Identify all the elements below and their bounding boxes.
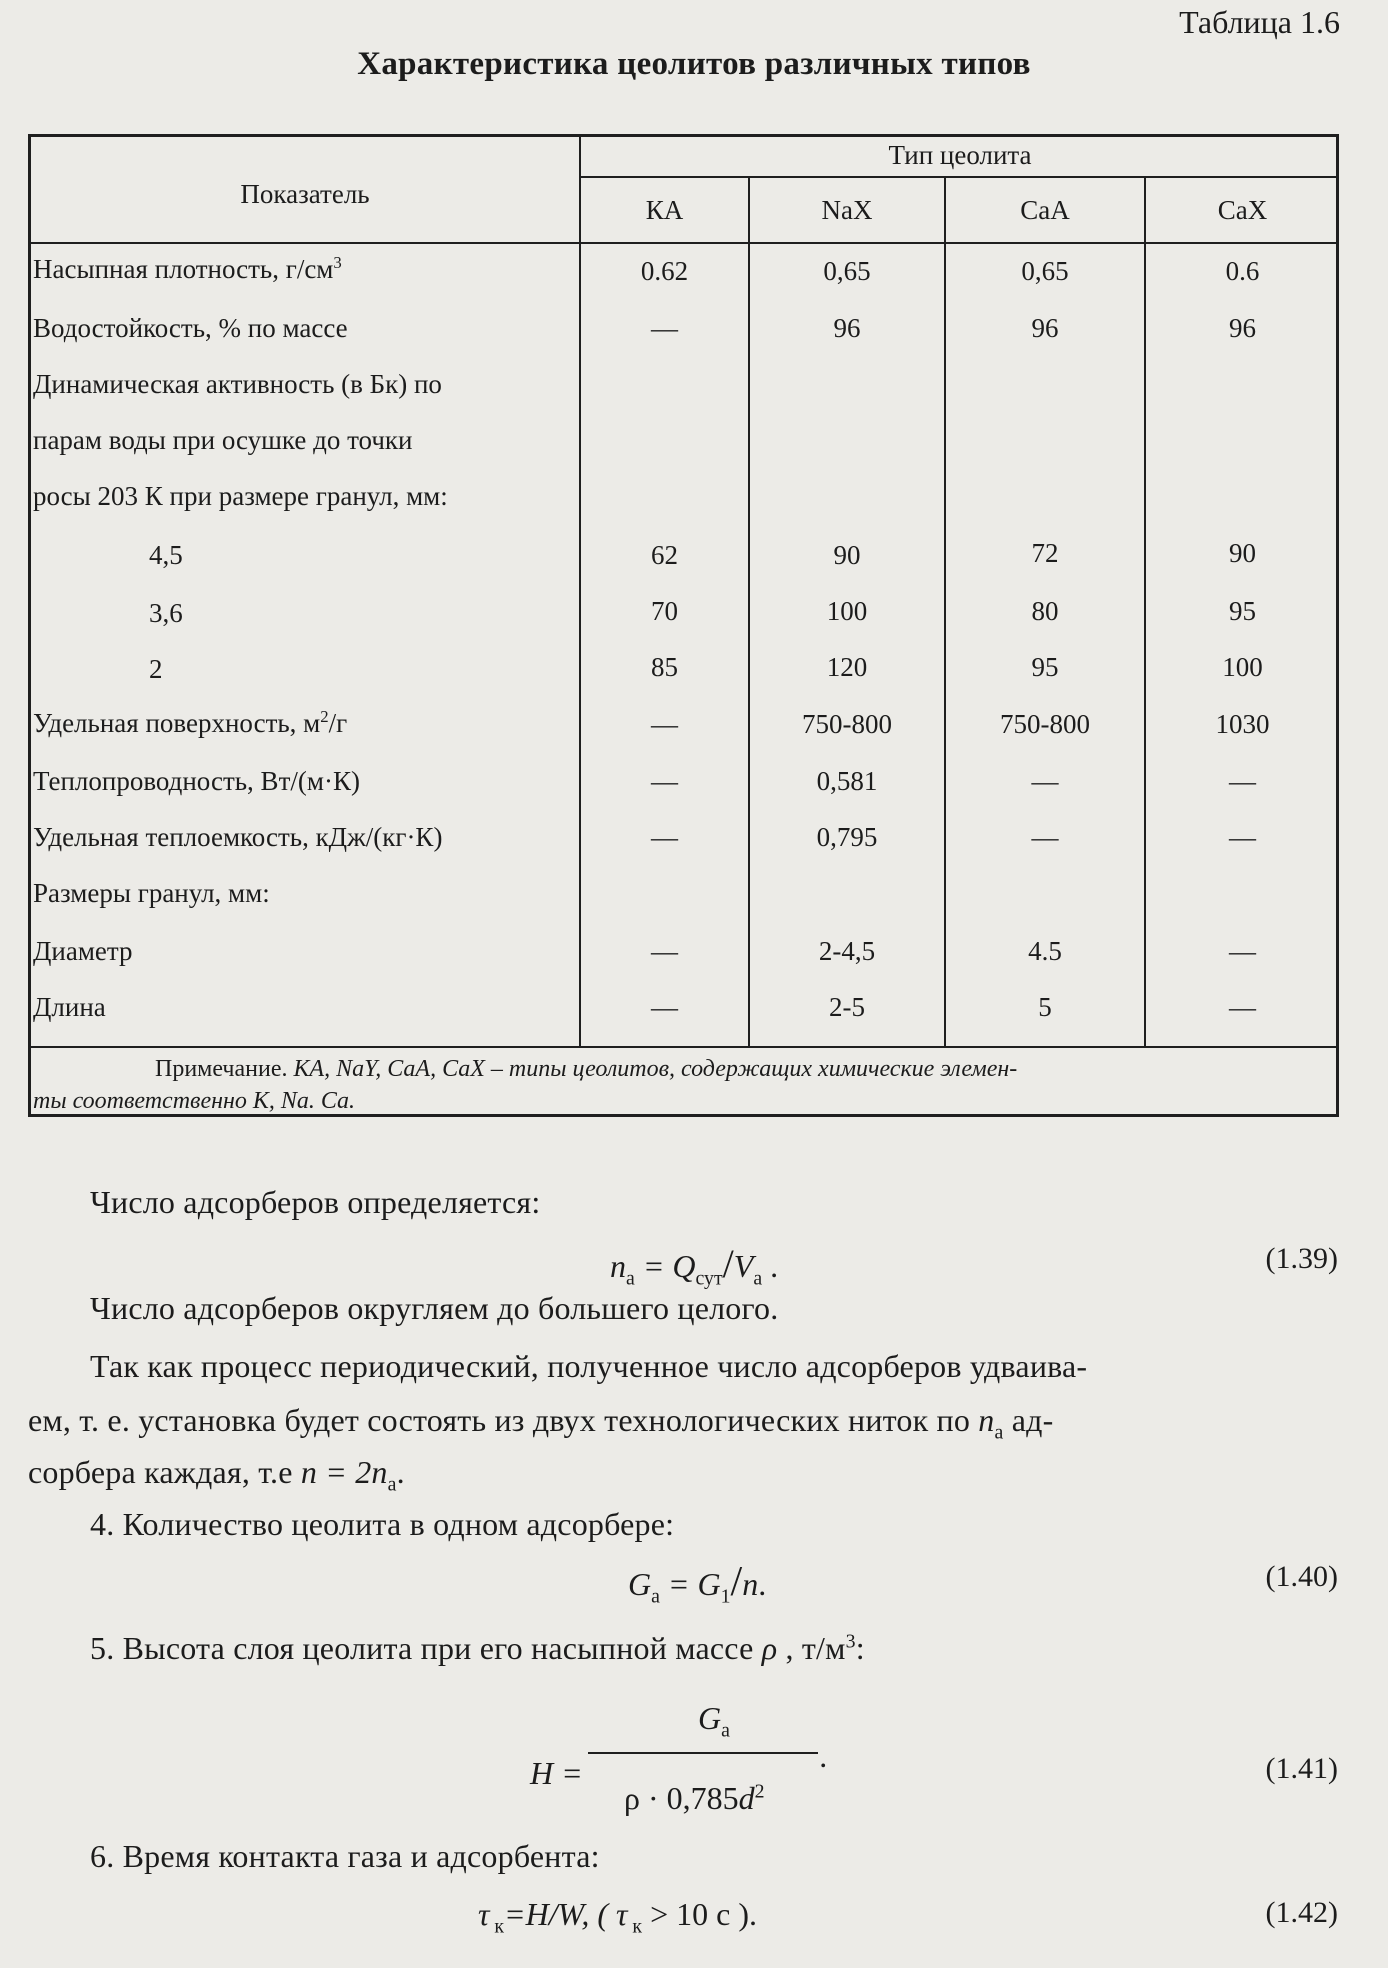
paragraph-periodic-line-3: сорбера каждая, т.е $n = 2n_а$. [28,1454,405,1496]
cell-nax: 96 [833,313,861,343]
cell-nax: 0,65 [823,256,871,286]
cell-ka: — [651,822,678,852]
cell-ka: — [651,766,678,796]
header-type-caa: СаА [1020,195,1070,225]
header-bottom-divider [31,242,1336,244]
cell-caa: 0,65 [1021,256,1069,286]
cell-nax: 750-800 [802,709,892,739]
equation-1-42: τ $_к$=H/W, ( τ $_к$ > 10 с ). [478,1896,757,1938]
cell-ka: 70 [651,596,678,626]
cell-nax: 100 [826,596,868,626]
equation-1-41-lhs: H = [530,1755,583,1791]
cell-cax: 1030 [1215,709,1270,739]
row-label-bulk-density: Насыпная плотность, $г/см^3$ [33,253,342,284]
cell-caa: 95 [1031,652,1059,682]
cell-nax: 2-4,5 [818,936,876,966]
zeolite-table [28,134,1339,1117]
header-zeolite-type: Тип цеолита [888,140,1032,170]
cell-cax: 96 [1229,313,1256,343]
row-label-diameter: Диаметр [33,936,133,966]
paragraph-periodic-line-1: Так как процесс периодический, полученное число адсорберов удваива- [90,1348,1088,1384]
equation-number-1-41: (1.41) [1265,1752,1338,1785]
row-label-granule-sizes: Размеры гранул, мм: [33,878,270,908]
equation-1-41-numerator: $G_а$ [698,1700,730,1742]
cell-nax: 2-5 [829,992,865,1022]
table-number: Таблица 1.6 [1179,4,1340,40]
fraction-bar [588,1752,818,1754]
row-label-water-resistance: Водостойкость, % по массе [33,313,348,343]
cell-ka: — [651,936,678,966]
row-label-dynamic-activity-2: парам воды при осушке до точки [33,425,413,455]
table-title: Характеристика цеолитов различных типов [357,46,1031,82]
header-indicator: Показатель [240,179,370,209]
equation-number-1-39: (1.39) [1265,1242,1338,1275]
table-note-line-2: ты соответственно К, Na. Са. [33,1088,356,1114]
cell-caa: — [1031,766,1059,796]
equation-1-41-tail: . [820,1738,828,1774]
row-label-granule-4-5: 4,5 [149,540,183,570]
cell-cax: — [1229,822,1256,852]
header-type-nax: NaX [821,195,873,225]
row-label-specific-heat: Удельная теплоемкость, кДж/(кг·К) [33,822,443,852]
note-divider [31,1046,1336,1048]
row-label-dynamic-activity-3: росы 203 К при размере гранул, мм: [33,481,448,511]
cell-cax: 0.6 [1225,256,1260,286]
row-label-granule-3-6: 3,6 [149,598,183,628]
cell-ka: 0.62 [640,256,689,286]
paragraph-rounding: Число адсорберов округляем до большего целого. [90,1290,779,1326]
cell-cax: 90 [1229,538,1256,568]
cell-caa: 5 [1038,992,1052,1022]
cell-nax: 90 [833,540,861,570]
equation-number-1-42: (1.42) [1265,1896,1338,1929]
equation-1-41-denominator: $\rho \cdot 0,785d^2$ [624,1780,765,1816]
cell-caa: 80 [1031,596,1059,626]
cell-cax: — [1229,936,1256,966]
paragraph-adsorber-count: Число адсорберов определяется: [90,1184,541,1220]
cell-nax: 120 [826,652,868,682]
cell-nax: 0,795 [816,822,878,852]
table-note-line-1: Примечание. КА, NaY, СаА, СаХ – типы цеолитов, содержащих химические элемен- [155,1056,1018,1082]
row-label-dynamic-activity-1: Динамическая активность (в Бк) по [33,369,442,399]
cell-caa: 96 [1031,313,1059,343]
row-label-granule-2: 2 [149,654,163,684]
cell-caa: — [1031,822,1059,852]
cell-caa: 72 [1031,538,1059,568]
cell-caa: 750-800 [1000,709,1090,739]
equation-1-40: $G_а = G_1/n$. [628,1559,767,1608]
header-type-ka: КА [645,195,684,225]
cell-ka: — [651,709,678,739]
equation-1-39: $n_а = Q_{сут}/V_а$ . [610,1241,779,1290]
paragraph-contact-time: 6. Время контакта газа и адсорбента: [90,1838,600,1874]
cell-cax: — [1229,992,1256,1022]
cell-ka: 85 [651,652,678,682]
cell-cax: — [1229,766,1256,796]
cell-ka: 62 [651,540,678,570]
row-label-thermal-conductivity: Теплопроводность, Вт/(м·К) [33,766,360,796]
cell-cax: 95 [1229,596,1256,626]
equation-number-1-40: (1.40) [1265,1560,1338,1593]
cell-ka: — [651,313,678,343]
header-type-cax: СаХ [1217,195,1268,225]
paragraph-layer-height: 5. Высота слоя цеолита при его насыпной массе ρ , $т/м^3$: [90,1630,865,1666]
cell-nax: 0,581 [816,766,878,796]
row-label-length: Длина [33,992,106,1022]
paragraph-zeolite-amount: 4. Количество цеолита в одном адсорбере: [90,1506,675,1542]
paragraph-periodic-line-2: ем, т. е. установка будет состоять из двух технологических ниток по $n_а$ ад- [28,1402,1054,1444]
row-label-specific-surface: Удельная поверхность, $м^2/г$ [33,707,348,738]
cell-ka: — [651,992,678,1022]
cell-cax: 100 [1222,652,1263,682]
cell-caa: 4.5 [1028,936,1062,966]
